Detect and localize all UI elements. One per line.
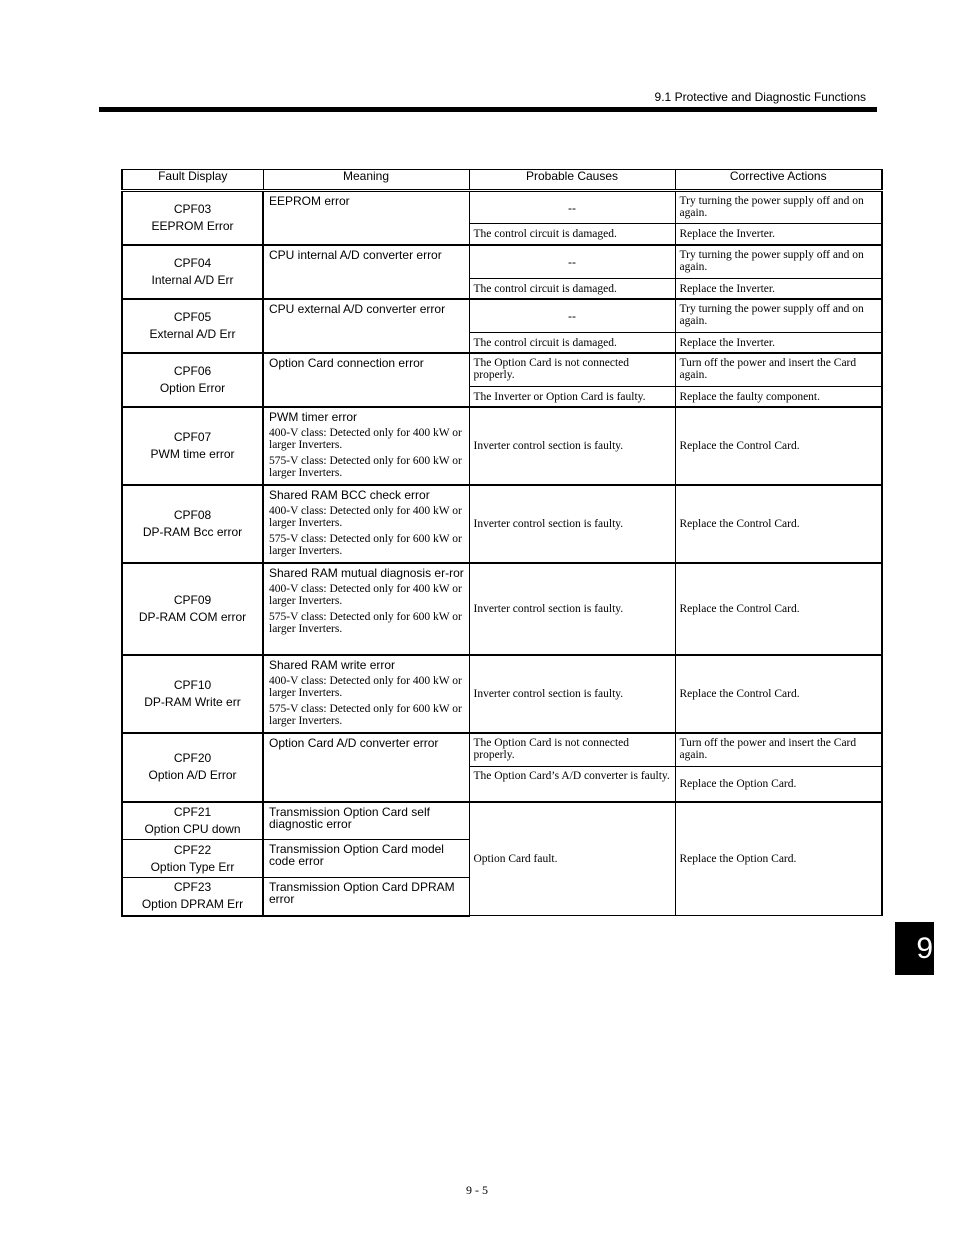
- fault-code: CPF08: [173, 507, 212, 522]
- meaning-text: Shared RAM mutual diagnosis er-ror: [269, 565, 464, 580]
- meaning-cell: [263, 485, 469, 563]
- fault-code: CPF23: [173, 880, 212, 895]
- action-cell: Replace the Control Card.: [675, 655, 882, 733]
- action-cell: Turn off the power and insert the Card again.: [675, 353, 882, 387]
- fault-name: Option DPRAM Err: [141, 897, 244, 912]
- fault-display-cell: [122, 191, 263, 245]
- column-header: Corrective Actions: [675, 170, 882, 191]
- meaning-text: PWM timer error: [269, 409, 357, 424]
- fault-display-cell: [122, 299, 263, 353]
- fault-name: External A/D Err: [149, 326, 236, 341]
- table-row: [122, 563, 882, 655]
- meaning-note: 400-V class: Detected only for 400 kW or larger Inverters.: [269, 426, 462, 451]
- fault-code: CPF09: [173, 592, 212, 607]
- fault-display-cell: [122, 840, 263, 878]
- fault-table-container: [121, 169, 881, 917]
- meaning-note: 575-V class: Detected only for 600 kW or larger Inverters.: [269, 610, 462, 635]
- fault-display-cell: [122, 353, 263, 407]
- action-cell: Replace the Control Card.: [675, 485, 882, 563]
- cause-cell: Option Card fault.: [469, 802, 675, 916]
- meaning-cell: CPU internal A/D converter error: [263, 245, 469, 299]
- table-row: [122, 299, 882, 333]
- fault-code: CPF07: [173, 429, 212, 444]
- table-row: [122, 802, 882, 840]
- cause-cell: The control circuit is damaged.: [469, 224, 675, 245]
- cause-cell: The Option Card’s A/D converter is faulty.: [469, 767, 675, 802]
- fault-name: Option CPU down: [144, 821, 241, 836]
- cause-cell: --: [469, 299, 675, 333]
- column-header: Fault Display: [122, 170, 263, 191]
- fault-code: CPF03: [173, 201, 212, 216]
- table-row: [122, 485, 882, 563]
- meaning-note: 575-V class: Detected only for 600 kW or larger Inverters.: [269, 454, 462, 479]
- action-cell: Try turning the power supply off and on again.: [675, 299, 882, 333]
- cause-cell: Inverter control section is faulty.: [469, 407, 675, 485]
- meaning-cell: EEPROM error: [263, 191, 469, 245]
- meaning-note: 400-V class: Detected only for 400 kW or larger Inverters.: [269, 674, 462, 699]
- fault-display-cell: [122, 407, 263, 485]
- action-cell: Replace the Option Card.: [675, 767, 882, 802]
- action-cell: Try turning the power supply off and on again.: [675, 191, 882, 224]
- fault-name: Option Type Err: [150, 859, 235, 874]
- meaning-note: 575-V class: Detected only for 600 kW or larger Inverters.: [269, 702, 462, 727]
- meaning-cell: Transmission Option Card model code error: [263, 840, 469, 878]
- fault-display-cell: [122, 802, 263, 840]
- fault-name: Option Error: [159, 380, 226, 395]
- fault-name: Option A/D Error: [148, 768, 237, 782]
- cause-cell: Inverter control section is faulty.: [469, 485, 675, 563]
- chapter-tab: [895, 922, 934, 975]
- column-header: Probable Causes: [469, 170, 675, 191]
- fault-code: CPF20: [173, 751, 212, 765]
- cause-cell: The Inverter or Option Card is faulty.: [469, 387, 675, 407]
- meaning-cell: Transmission Option Card self diagnostic error: [263, 802, 469, 840]
- action-cell: Turn off the power and insert the Card again.: [675, 733, 882, 767]
- table-row: [122, 191, 882, 224]
- fault-name: DP-RAM Bcc error: [142, 524, 243, 539]
- meaning-cell: [263, 407, 469, 485]
- meaning-cell: Transmission Option Card DPRAM error: [263, 878, 469, 916]
- chapter-number: 9: [916, 932, 933, 965]
- page-number: 9 - 5: [466, 1183, 488, 1197]
- meaning-note: 400-V class: Detected only for 400 kW or larger Inverters.: [269, 504, 462, 529]
- fault-name: DP-RAM Write err: [144, 694, 241, 709]
- meaning-cell: Option Card connection error: [263, 353, 469, 407]
- fault-code: CPF21: [173, 804, 212, 819]
- column-header: Meaning: [263, 170, 469, 191]
- fault-name: PWM time error: [150, 446, 235, 461]
- table-row: [122, 655, 882, 733]
- meaning-text: Shared RAM write error: [269, 657, 396, 672]
- fault-code: CPF22: [173, 842, 212, 857]
- cause-cell: --: [469, 191, 675, 224]
- action-cell: Replace the Inverter.: [675, 224, 882, 245]
- fault-display-cell: [122, 245, 263, 299]
- action-cell: Replace the Inverter.: [675, 279, 882, 299]
- fault-table: [121, 169, 883, 917]
- header-rule: [99, 107, 877, 112]
- table-row: [122, 353, 882, 387]
- cause-cell: --: [469, 245, 675, 279]
- cause-cell: The control circuit is damaged.: [469, 279, 675, 299]
- fault-code: CPF05: [173, 309, 212, 324]
- meaning-cell: CPU external A/D converter error: [263, 299, 469, 353]
- fault-display-cell: [122, 878, 263, 916]
- table-row: [122, 407, 882, 485]
- cause-cell: Inverter control section is faulty.: [469, 563, 675, 655]
- action-cell: Replace the Option Card.: [675, 802, 882, 916]
- cause-cell: The Option Card is not connected properly.: [469, 353, 675, 387]
- cause-cell: The Option Card is not connected properly.: [469, 733, 675, 767]
- cause-cell: Inverter control section is faulty.: [469, 655, 675, 733]
- fault-code: CPF06: [173, 363, 212, 378]
- fault-name: DP-RAM COM error: [138, 609, 247, 624]
- fault-display-cell: [122, 485, 263, 563]
- meaning-cell: Option Card A/D converter error: [263, 733, 469, 802]
- fault-code: CPF04: [173, 255, 212, 270]
- action-cell: Try turning the power supply off and on again.: [675, 245, 882, 279]
- table-row: [122, 245, 882, 279]
- fault-name: EEPROM Error: [151, 218, 234, 233]
- fault-code: CPF10: [173, 677, 212, 692]
- meaning-note: 400-V class: Detected only for 400 kW or larger Inverters.: [269, 582, 462, 607]
- meaning-text: Shared RAM BCC check error: [269, 487, 430, 502]
- action-cell: Replace the Control Card.: [675, 563, 882, 655]
- meaning-cell: [263, 563, 469, 655]
- section-title: 9.1 Protective and Diagnostic Functions: [654, 90, 866, 104]
- action-cell: Replace the Inverter.: [675, 333, 882, 353]
- meaning-note: 575-V class: Detected only for 600 kW or larger Inverters.: [269, 532, 462, 557]
- table-header-row: [122, 170, 882, 191]
- action-cell: Replace the Control Card.: [675, 407, 882, 485]
- table-row: [122, 733, 882, 767]
- fault-display-cell: [122, 733, 263, 802]
- cause-cell: The control circuit is damaged.: [469, 333, 675, 353]
- action-cell: Replace the faulty component.: [675, 387, 882, 407]
- fault-display-cell: [122, 655, 263, 733]
- meaning-cell: [263, 655, 469, 733]
- fault-name: Internal A/D Err: [151, 272, 234, 287]
- fault-display-cell: [122, 563, 263, 655]
